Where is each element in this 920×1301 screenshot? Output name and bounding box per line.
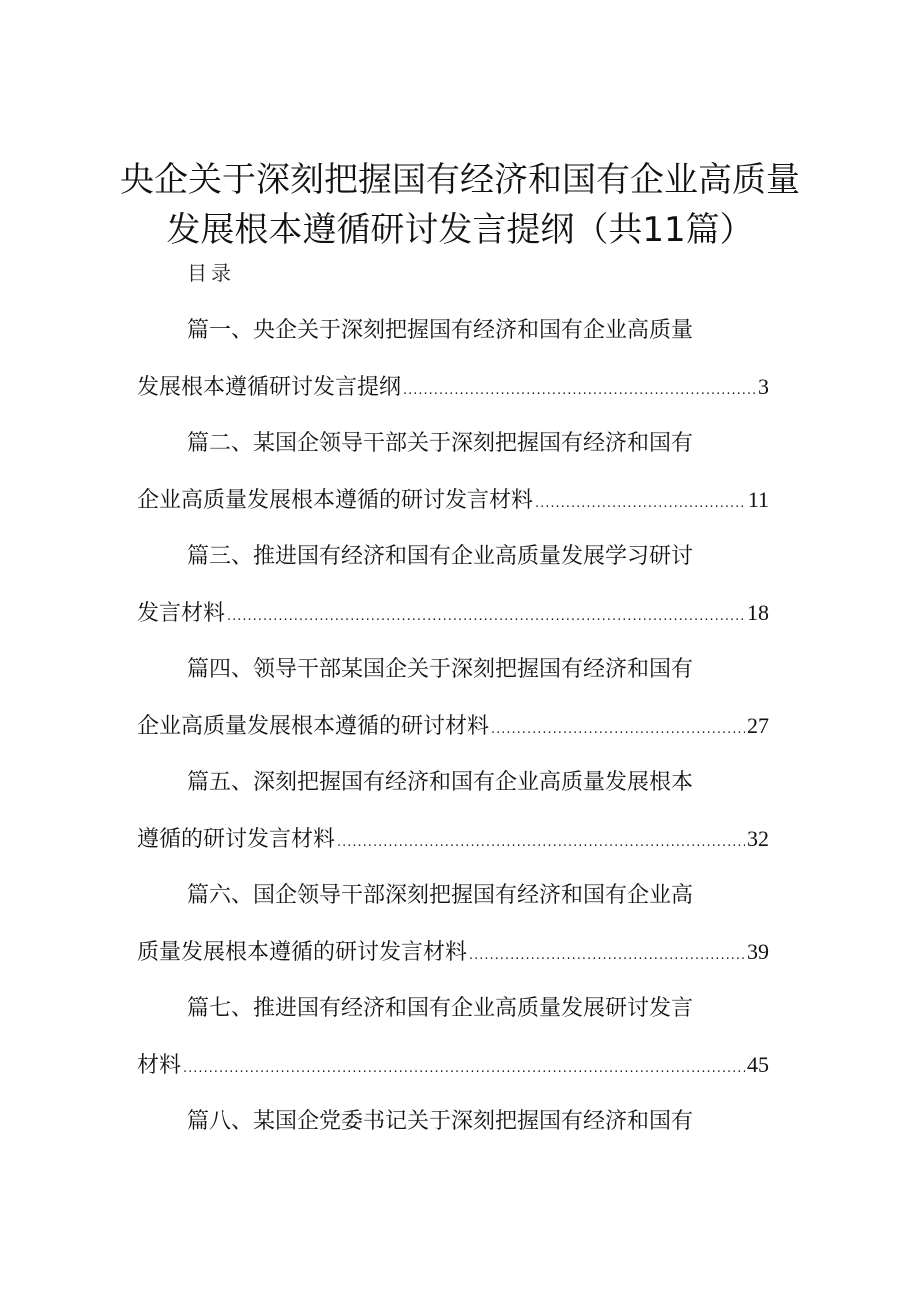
toc-page-number: 3 <box>758 374 769 399</box>
toc-entry-6-line2[interactable] <box>137 936 769 969</box>
toc-entry-7-line1: 篇七、推进国有经济和国有企业高质量发展研讨发言 <box>187 996 694 1021</box>
toc-entry-7-line2[interactable] <box>137 1049 769 1082</box>
dot-leader <box>403 380 756 402</box>
dot-leader <box>535 493 746 515</box>
toc-entry-text: 遵循的研讨发言材料 <box>137 827 336 852</box>
toc-entry-5-line2[interactable] <box>137 823 769 856</box>
dot-leader <box>227 606 745 628</box>
toc-page-number: 18 <box>747 600 769 625</box>
toc-page-number: 11 <box>747 487 769 512</box>
toc-page-number: 32 <box>747 826 769 851</box>
dot-leader <box>337 832 745 854</box>
toc-entry-3-line2[interactable] <box>137 597 769 630</box>
toc-entry-text: 发展根本遵循研讨发言提纲 <box>137 375 402 400</box>
toc-entry-1-line1: 篇一、央企关于深刻把握国有经济和国有企业高质量 <box>187 318 694 343</box>
toc-entry-text: 企业高质量发展根本遵循的研讨发言材料 <box>137 488 534 513</box>
toc-heading: 目录 <box>187 261 235 285</box>
dot-leader <box>469 945 745 967</box>
toc-page-number: 39 <box>747 939 769 964</box>
toc-entry-1-line2[interactable] <box>137 371 769 404</box>
page-title: 央企关于深刻把握国有经济和国有企业高质量发展根本遵循研讨发言提纲（共11篇） <box>120 159 800 250</box>
toc-entry-4-line2[interactable] <box>137 710 769 743</box>
toc-entry-text: 发言材料 <box>137 601 226 626</box>
toc-entry-8-line1: 篇八、某国企党委书记关于深刻把握国有经济和国有 <box>187 1109 694 1134</box>
toc-entry-text: 企业高质量发展根本遵循的研讨材料 <box>137 714 490 739</box>
dot-leader <box>183 1058 745 1080</box>
toc-entry-5-line1: 篇五、深刻把握国有经济和国有企业高质量发展根本 <box>187 770 694 795</box>
toc-entry-2-line1: 篇二、某国企领导干部关于深刻把握国有经济和国有 <box>187 431 694 456</box>
toc-page-number: 27 <box>747 713 769 738</box>
toc-entry-3-line1: 篇三、推进国有经济和国有企业高质量发展学习研讨 <box>187 544 694 569</box>
toc-entry-text: 材料 <box>137 1053 182 1078</box>
toc-entry-text: 质量发展根本遵循的研讨发言材料 <box>137 940 468 965</box>
toc-entry-6-line1: 篇六、国企领导干部深刻把握国有经济和国有企业高 <box>187 883 694 908</box>
toc-page-number: 45 <box>747 1052 769 1077</box>
toc-entry-2-line2[interactable] <box>137 484 769 517</box>
toc-entry-4-line1: 篇四、领导干部某国企关于深刻把握国有经济和国有 <box>187 657 694 682</box>
dot-leader <box>491 719 745 741</box>
